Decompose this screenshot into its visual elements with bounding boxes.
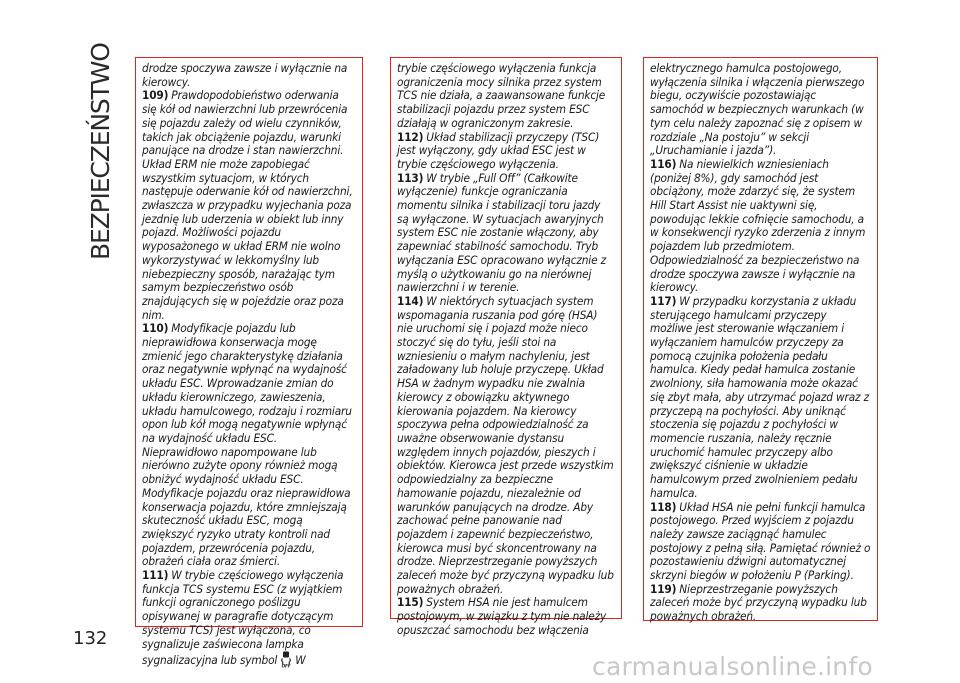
note-column-3 [643, 57, 878, 624]
note-column-2 [390, 57, 622, 637]
note-number: 117) [650, 293, 677, 308]
note-text: Modyfikacje pojazdu lub nieprawidłowa konserwacja mogę zmienić jego charakterystykę działania oraz negatywnie wpłynąć na wydajność układu ESC. Wprowadzanie zmian do układu kierowniczego, zawieszenia, układu hamulcowego, rodzaju i rozmiaru opon lub kół mogą negatywnie wpłynąć na wydajność układu ESC. Nieprawidłowo napompowane lub nierówno zużyte opony również mogą obniżyć wydajność układu ESC. Modyfikacje pojazdu oraz nieprawidłowa konserwacja pojazdu, które zmniejszają skuteczność układu ESC, mogą zwiększyć ryzyko utraty kontroli nad pojazdem, przewrócenia pojazdu, obrażeń ciała oraz śmierci. [142, 321, 352, 569]
note-number: 114) [397, 293, 424, 308]
note-number: 113) [397, 170, 424, 185]
note-number: 111) [142, 568, 169, 583]
note-109 [142, 89, 356, 322]
note-119 [650, 583, 871, 624]
note-117 [650, 295, 871, 501]
note-111 [142, 569, 356, 668]
note-113 [397, 172, 615, 295]
note-number: 110) [142, 321, 169, 336]
note-text: W trybie częściowego wyłączenia funkcja TCS systemu ESC (z wyjątkiem funkcji ograniczonego poślizgu opisywanej w paragrafie dotyczącym systemu TCS) jest wyłączona, co sygnalizuje zaświecona lampka sygnalizacyjna lub symbol [142, 568, 344, 668]
watermark: carmanualsonline.info [592, 652, 873, 681]
note-text: Nieprzestrzeganie powyższych zaleceń może być przyczyną wypadku lub poważnych obrażeń. [650, 581, 867, 624]
note-text: W trybie „Full Off” (Całkowite wyłączenie) funkcje ograniczania momentu silnika i stabilizacji toru jazdy są wyłączone. W sytuacjach awaryjnych system ESC nie zostanie włączony, aby zapewniać stabilność samochodu. Tryb wyłączania ESC opracowano wyłącznie z myślą o użytkowaniu go na nierównej nawierzchni i w terenie. [397, 170, 607, 295]
note-text: Układ stabilizacji przyczepy (TSC) jest wyłączony, gdy układ ESC jest w trybie częściowego wyłączenia. [397, 129, 600, 171]
note-text: Na niewielkich wzniesieniach (poniżej 8%), gdy samochód jest obciążony, może zdarzyć się, że system Hill Start Assist nie uaktywni się, powodując lekkie cofnięcie samochodu, a w konsekwencji ryzyko zderzenia z innym pojazdem lub przedmiotem. Odpowiedzialność za bezpieczeństwo na drodze spoczywa zawsze i wyłącznie na kierowcy. [650, 156, 866, 295]
note-column-1 [135, 57, 363, 669]
note-text: Układ HSA nie pełni funkcji hamulca postojowego. Przed wyjściem z pojazdu należy zawsze zaciągnąć hamulec postojowy z pełną siłą. Pamiętać również o pozostawieniu dźwigni automatycznej skrzyni biegów w położeniu P (Parking). [650, 499, 871, 583]
section-title-vertical [62, 40, 132, 262]
note-text: W niektórych sytuacjach system wspomagania ruszania pod górę (HSA) nie uruchomi się i pojazd może nieco stoczyć się do tyłu, jeśli stoi na wzniesieniu o małym nachyleniu, jest załadowany lub holuje przyczepę. Układ HSA w żadnym wypadku nie zwalnia kierowcy z obowiązku aktywnego kierowania pojazdem. Na kierowcy spoczywa pełna odpowiedzialność za uważne obserwowanie dystansu względem innych pojazdów, pieszych i obiektów. Kierowca jest przede wszystkim odpowiedzialny za bezpieczne hamowanie pojazdu, niezależnie od warunków panujących na drodze. Aby zachować pełne panowanie nad pojazdem i zapewnić bezpieczeństwo, kierowca musi być skoncentrowany na drodze. Nieprzestrzeganie powyższych zaleceń może być przyczyną wypadku lub poważnych obrażeń. [397, 293, 614, 596]
note-116 [650, 158, 871, 295]
note-number: 112) [397, 129, 424, 144]
note-118 [650, 501, 871, 583]
note-continuation [397, 62, 615, 131]
esc-off-icon [280, 651, 292, 668]
note-text-tail: W [295, 653, 306, 668]
note-continuation [650, 62, 871, 158]
note-text: Prawdopodobieństwo oderwania się kół od nawierzchni lub przewrócenia się pojazdu zależy od wielu czynników, takich jak obciążenie pojazdu, warunki panujące na drodze i stan nawierzchni. Układ ERM nie może zapobiegać wszystkim sytuacjom, w których następuje oderwanie kół od nawierzchni, zwłaszcza w przypadku wyjechania poza jezdnię lub uderzenia w obiekt lub inny pojazd. Możliwości pojazdu wyposażonego w układ ERM nie wolno wykorzystywać w lekkomyślny lub niebezpieczny sposób, narażając tym samym bezpieczeństwo osób znajdujących się w pojeździe oraz poza nim. [142, 88, 353, 322]
note-text: System HSA nie jest hamulcem postojowym, w związku z tym nie należy opuszczać samochodu bez włączenia [397, 595, 607, 637]
svg-text:OFF: OFF [281, 663, 291, 669]
note-text: W przypadku korzystania z układu sterującego hamulcami przyczepy możliwe jest sterowanie włączaniem i wyłączaniem hamulców przyczepy za pomocą czujnika położenia pedału hamulca. Kiedy pedał hamulca zostanie zwolniony, siła hamowania może okazać się zbyt mała, aby utrzymać pojazd wraz z przyczepą na pochyłości. Aby uniknąć stoczenia się pojazdu z pochyłości w momencie ruszania, należy ręcznie uruchomić hamulec przyczepy albo zwiększyć ciśnienie w układzie hamulcowym przed zwolnieniem pedału hamulca. [650, 293, 870, 500]
note-110 [142, 322, 356, 569]
note-number: 118) [650, 499, 677, 514]
section-title-text: BEZPIECZEŃSTWO [86, 42, 115, 260]
note-number: 116) [650, 156, 677, 171]
note-115 [397, 596, 615, 637]
section-title [62, 40, 132, 262]
note-text: drodze spoczywa zawsze i wyłącznie na kierowcy. [142, 61, 348, 89]
page-number: 132 [73, 628, 108, 649]
note-text: elektrycznego hamulca postojowego, wyłączenia silnika i włączenia pierwszego biegu, oczywiście pozostawiając samochód w bezpiecznych warunkach (w tym celu należy zapoznać się z opisem w rozdziale „Na postoju” w sekcji „Uruchamianie i jazda”). [650, 61, 865, 158]
note-text: trybie częściowego wyłączenia funkcja ograniczenia mocy silnika przez system TCS nie działa, a zaawansowane funkcje stabilizacji pojazdu przez system ESC działają w ograniczonym zakresie. [397, 61, 606, 130]
note-114 [397, 295, 615, 596]
note-continuation [142, 62, 356, 89]
note-112 [397, 131, 615, 172]
note-number: 119) [650, 581, 677, 596]
note-number: 115) [397, 595, 424, 610]
note-number: 109) [142, 88, 169, 103]
